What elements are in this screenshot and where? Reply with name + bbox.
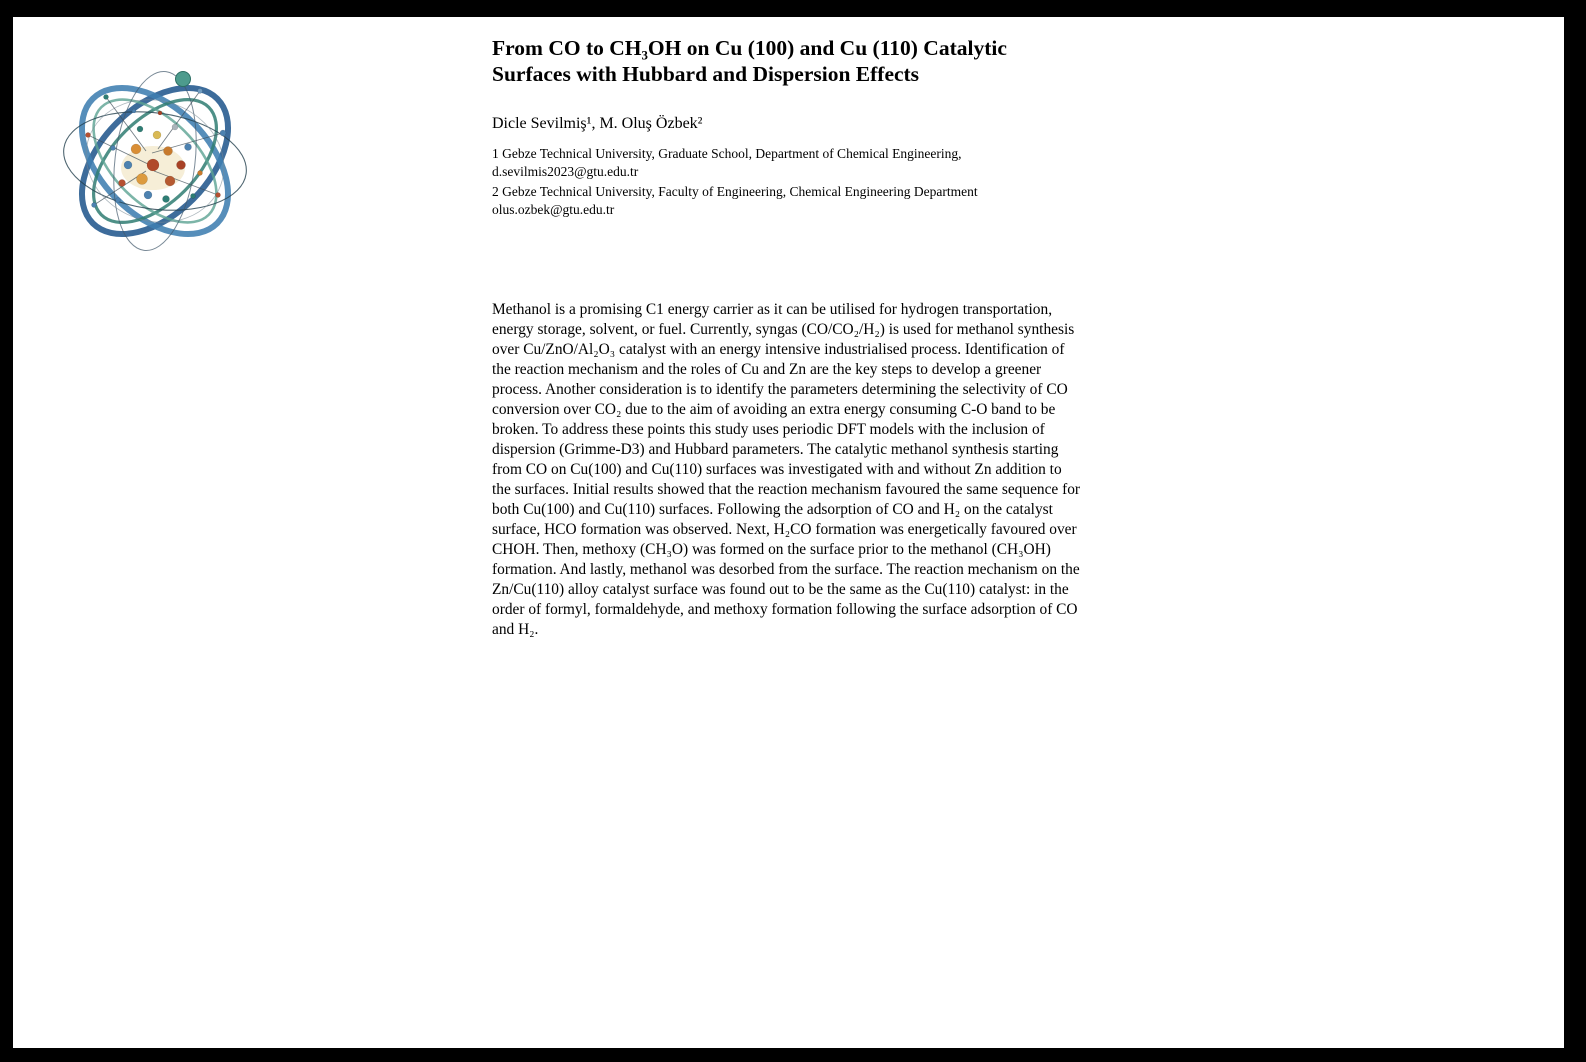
authors-line: Dicle Sevilmiş¹, M. Oluş Özbek² — [492, 115, 703, 132]
affiliation-1-text: 1 Gebze Technical University, Graduate School, Department of Chemical Engineering, — [492, 146, 962, 161]
atom-icon — [50, 53, 260, 268]
affiliation-2-email: olus.ozbek@gtu.edu.tr — [492, 201, 615, 217]
abstract-paragraph: Methanol is a promising C1 energy carrier as it can be utilised for hydrogen transportation, energy storage, solvent, or fuel. Currently, syngas (CO/CO₂/H₂) is used for methanol synthesis over Cu/ZnO/Al₂O₃ catalyst with an energy intensive industrialised process. Identification of the reaction mechanism and the roles of Cu and Zn are the key steps to develop a greener process. Another consideration is to identify the parameters determining the selectivity of CO conversion over CO₂ due to the aim of avoiding an extra energy consuming C-O band to be broken. To address these points this study uses periodic DFT models with the inclusion of dispersion (Grimme-D3) and Hubbard parameters. The catalytic methanol synthesis starting from CO on Cu(100) and Cu(110) surfaces was investigated with and without Zn addition to the surfaces. Initial results showed that the reaction mechanism favoured the same sequence for both Cu(100) and Cu(110) surfaces. Following the adsorption of CO and H₂ on the catalyst surface, HCO formation was observed. Next, H₂CO formation was energetically favoured over CHOH. Then, methoxy (CH₃O) was formed on the surface prior to the methanol (CH₃OH) formation. And lastly, methanol was desorbed from the surface. The reaction mechanism on the Zn/Cu(110) alloy catalyst surface was found out to be the same as the Cu(110) catalyst: in the order of formyl, formaldehyde, and methoxy formation following the surface adsorption of CO and H₂. — [492, 301, 1081, 639]
atom-logo — [50, 53, 260, 268]
affiliation-2 — [492, 183, 1060, 218]
affiliation-1 — [492, 145, 1060, 180]
affiliation-2-text: 2 Gebze Technical University, Faculty of Engineering, Chemical Engineering Department — [492, 184, 978, 199]
affiliation-1-email: d.sevilmis2023@gtu.edu.tr — [492, 163, 639, 179]
affiliations-block — [492, 145, 1060, 218]
paper-page — [13, 17, 1564, 1048]
paper-title: From CO to CH₃OH on Cu (100) and Cu (110) Catalytic Surfaces with Hubbard and Dispersion Effects — [492, 36, 1007, 87]
